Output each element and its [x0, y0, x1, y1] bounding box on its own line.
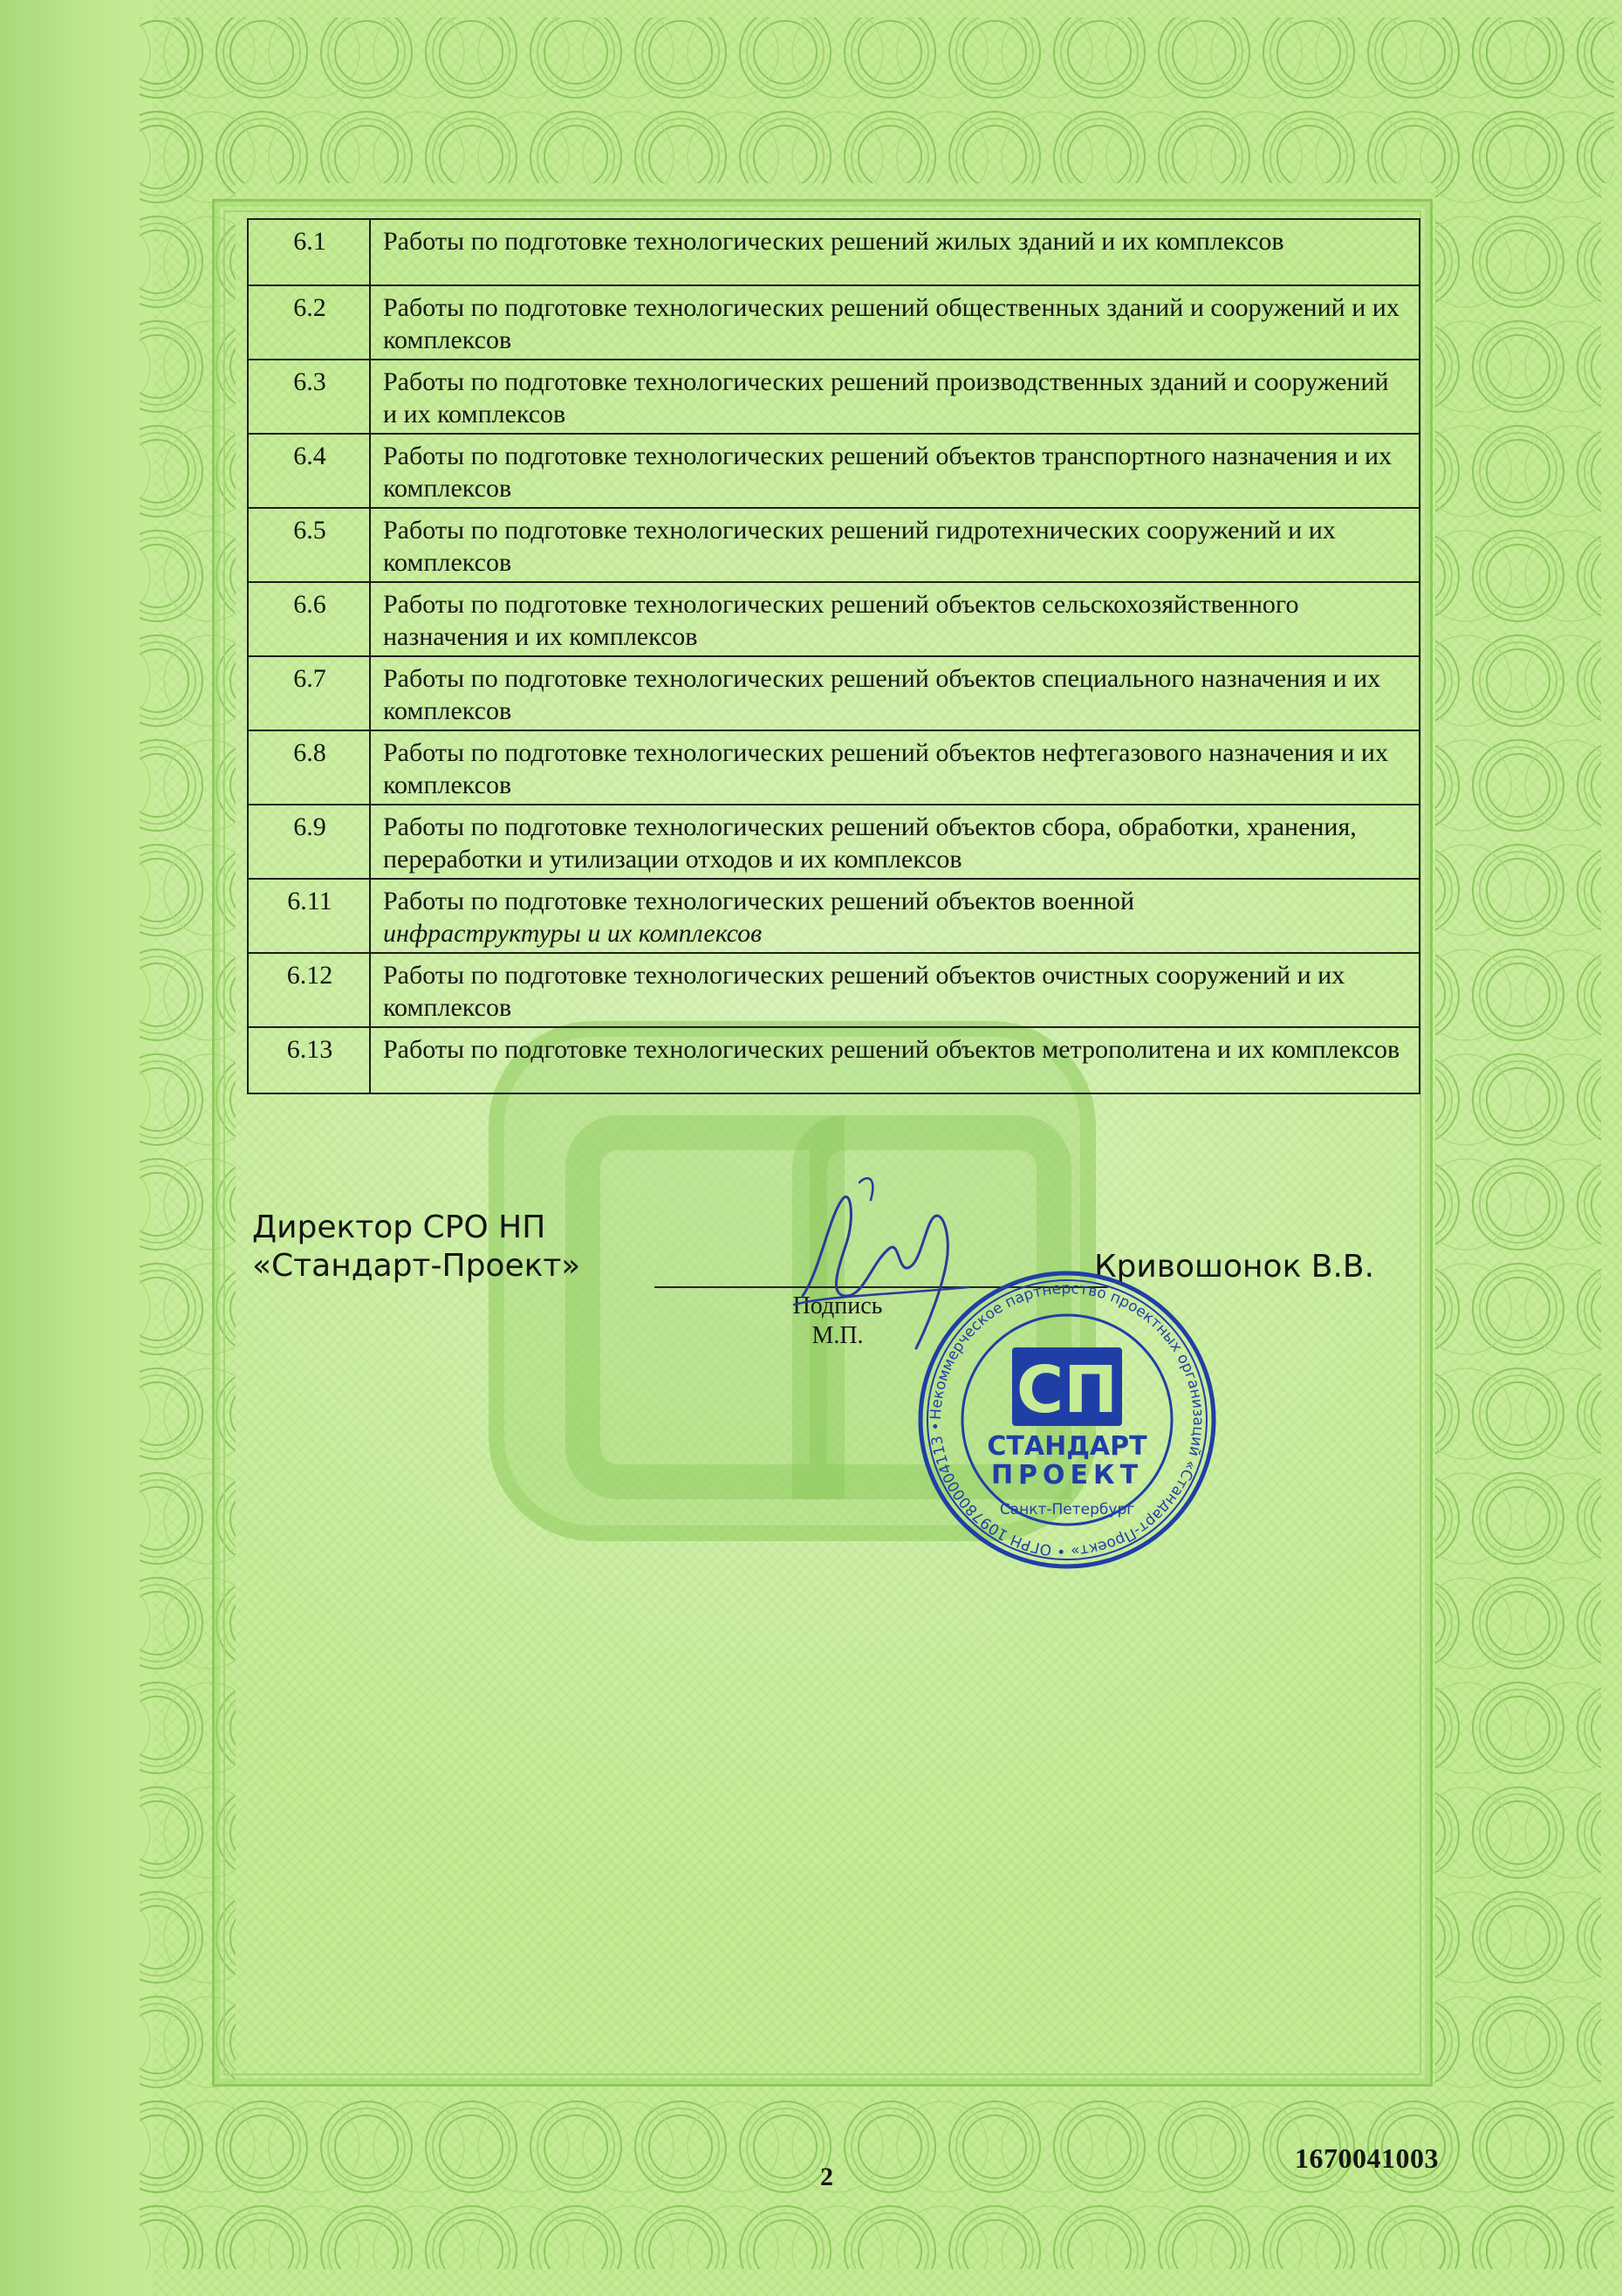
row-number: 6.1 [248, 219, 370, 285]
table-row [248, 434, 1420, 508]
row-text: Работы по подготовке технологических решений объектов сбора, обработки, хранения, переработки и утилизации отходов и их комплексов [370, 805, 1420, 879]
row-text: Работы по подготовке технологических решений объектов сельскохозяйственного назначения и их комплексов [370, 582, 1420, 656]
row-text-italic: инфраструктуры и их комплексов [383, 919, 763, 948]
row-text: Работы по подготовке технологических решений объектов нефтегазового назначения и их комплексов [370, 730, 1420, 805]
table-row [248, 219, 1420, 285]
table-row [248, 582, 1420, 656]
row-number: 6.2 [248, 285, 370, 360]
table-row [248, 360, 1420, 434]
row-number: 6.6 [248, 582, 370, 656]
table-row [248, 1027, 1420, 1093]
row-number: 6.4 [248, 434, 370, 508]
row-number: 6.12 [248, 953, 370, 1027]
row-number: 6.5 [248, 508, 370, 582]
row-number: 6.3 [248, 360, 370, 434]
row-text: Работы по подготовке технологических решений объектов метрополитена и их комплексов [370, 1027, 1420, 1093]
page-number: 2 [820, 2162, 833, 2191]
row-text: Работы по подготовке технологических решений объектов очистных сооружений и их комплексов [370, 953, 1420, 1027]
signatory-position [252, 1209, 580, 1285]
serial-number: 1670041003 [1295, 2142, 1439, 2174]
row-number: 6.8 [248, 730, 370, 805]
row-number: 6.9 [248, 805, 370, 879]
works-table [247, 218, 1420, 1094]
table-row [248, 953, 1420, 1027]
row-text: Работы по подготовке технологических решений общественных зданий и сооружений и их комплексов [370, 285, 1420, 360]
row-number: 6.13 [248, 1027, 370, 1093]
position-line-2: «Стандарт-Проект» [252, 1248, 581, 1284]
row-text: Работы по подготовке технологических решений гидротехнических сооружений и их комплексов [370, 508, 1420, 582]
seal-text-standart: СТАНДАРТ [987, 1431, 1147, 1462]
row-text: Работы по подготовке технологических решений жилых зданий и их комплексов [370, 219, 1420, 285]
table-row [248, 879, 1420, 953]
row-text: Работы по подготовке технологических решений объектов специального назначения и их комплексов [370, 656, 1420, 730]
position-line-1: Директор СРО НП [252, 1210, 546, 1245]
table-row [248, 730, 1420, 805]
row-text: Работы по подготовке технологических решений производственных зданий и сооружений и их комплексов [370, 360, 1420, 434]
signatory-name: Кривошонок В.В. [1094, 1249, 1375, 1285]
seal-city: Санкт-Петербург [999, 1501, 1135, 1518]
seal-logo-text: СП [1016, 1353, 1119, 1428]
row-number: 6.11 [248, 879, 370, 953]
row-text-main: Работы по подготовке технологических решений объектов военной [383, 887, 1135, 915]
caption-seal: М.П. [811, 1322, 864, 1349]
table-row [248, 656, 1420, 730]
row-text [370, 879, 1420, 953]
table-row [248, 805, 1420, 879]
table-row [248, 508, 1420, 582]
row-text: Работы по подготовке технологических решений объектов транспортного назначения и их комплексов [370, 434, 1420, 508]
seal-stamp [914, 1267, 1220, 1573]
table-row [248, 285, 1420, 360]
seal-text-proekt: ПРОЕКТ [990, 1460, 1144, 1491]
caption-signature: Подпись [792, 1292, 883, 1319]
seal-ring-text: Некоммерческое партнерство проектных организаций «Стандарт-Проект» • ОГРН 1097800004113 • [927, 1279, 1208, 1560]
row-number: 6.7 [248, 656, 370, 730]
